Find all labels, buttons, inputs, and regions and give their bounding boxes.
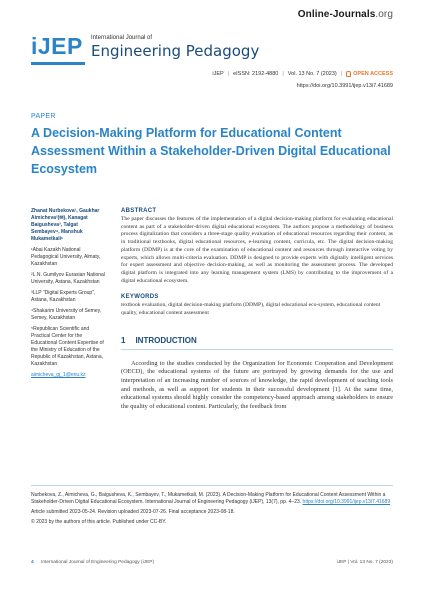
author-list: Zhanat Nurbekova¹, Gaukhar Aimicheva²(✉), Kanagat Baigusheva³, Talgat Sembayev⁴, Manshuk Mukametkali⁵: [31, 208, 100, 242]
citation-box: [31, 485, 393, 529]
citation-doi-link[interactable]: https://doi.org/10.3991/ijep.v13i7.41689: [302, 499, 391, 505]
article-doi-link[interactable]: https://doi.org/10.3991/ijep.v13i7.41689: [296, 83, 393, 89]
affiliation: ²L.N. Gumilyov Eurasian National University, Astana, Kazakhstan: [31, 272, 105, 285]
affiliation: ⁴Shakarim University of Semey, Semey, Kazakhstan: [31, 308, 102, 321]
abstract-text: The paper discusses the features of the implementation of a digital decision-making platform for evaluating educational content as part of a stakeholder-driven digital educational ecosystem. The authors propose a methodology of business process digitalization that considers a three-stage quality evaluation of educational resources regarding their content, as in traditional textbooks, digital educational resources, e-learning content, curricula, etc. The digital decision-making platform (DDMP) is at the core of the examination of educational content and resources through interactive voting by experts, which allows multi-criteria evaluation. DDMP is designed to provide experts with digitally intelligent services for expert assessment and objective decision-making, as well as monitoring the assessment process. The developed digital platform is integrated into any learning management system (LMS) by contributing to the improvement of a digital educational ecosystem.: [121, 216, 393, 284]
article-type: PAPER: [31, 113, 56, 120]
intro-paragraph: According to the studies conducted by the Organization for Economic Cooperation and Development (OECD), the educational systems of the future are portrayed by growing demands for the use and interpretation of an increasing number of sources of knowledge, the rapid development of teaching tools and methods, as well as support for students in their successful development [1]. At the same time, educational systems should highly consider the competency-based approach among stakeholders to ensure the quality of educational content. Particularly, the feedback from: [121, 359, 393, 410]
footer-journal: International Journal of Engineering Pedagogy (iJEP): [41, 560, 155, 565]
main-column: [121, 208, 393, 411]
journal-name: Engineering Pedagogy: [91, 42, 260, 60]
keywords-text: textbook evaluation, digital decision-making platform (DDMP), digital educational eco-system, educational content quality, educational content assessment: [121, 302, 381, 317]
abstract-heading: ABSTRACT: [121, 208, 157, 214]
journal-logo: iJEP: [31, 33, 83, 59]
journal-header: [31, 28, 393, 68]
open-access-label: OPEN ACCESS: [353, 71, 393, 77]
footer-issue: iJEP | Vol. 13 No. 7 (2023): [336, 560, 393, 565]
publisher-name: Online-Journals: [297, 9, 376, 20]
article-dates: Article submitted 2023-05-24. Revision uploaded 2023-07-26. Final acceptance 2023-08-18.: [31, 509, 235, 515]
journal-intl-label: International Journal of: [91, 35, 153, 41]
publisher-domain: .org: [375, 9, 393, 20]
keywords-heading: KEYWORDS: [121, 294, 159, 301]
affiliation: ³LLP "Digital Experts Group", Astana, Kazakhstan: [31, 290, 96, 303]
citation-text: Nurbekova, Z., Aimicheva, G., Baigusheva, K., Sembayev, T., Mukametkali, M. (2023). A Decision-Making Platform for Educational Content Assessment Within a Stakeholder-Driven Digital Educational Ecosystem. International Journal of Engineering Pedagogy (iJEP), 13(7), pp. 4–23.: [31, 492, 386, 505]
section-divider: [121, 349, 393, 350]
lock-open-icon: [346, 71, 351, 77]
intro-heading: [121, 336, 393, 345]
article-title: A Decision-Making Platform for Educational Content Assessment Within a Stakeholder-Driven Digital Educational Ecosystem: [31, 126, 391, 176]
page-number: 4: [31, 560, 34, 565]
section-title: INTRODUCTION: [135, 335, 197, 345]
journal-volume: Vol. 13 No. 7 (2023): [287, 71, 337, 77]
journal-code: iJEP: [212, 71, 224, 77]
section-number: 1: [121, 335, 126, 345]
copyright-note: © 2023 by the authors of this article. Published under CC-BY.: [31, 519, 167, 525]
publisher-logo[interactable]: [298, 9, 393, 20]
affiliation: ⁵Republican Scientific and Practical Center for the Educational Content Expertise of the Ministry of Education of the Republic of Kazakhstan, Astana, Kazakhstan: [31, 326, 104, 367]
open-access-badge: [346, 71, 393, 77]
journal-meta: iJEP | eISSN: 2192-4880 | Vol. 13 No. 7 (2023) | OPEN ACCESS: [212, 71, 393, 77]
page-footer: [31, 560, 393, 565]
logo-underline: [31, 62, 85, 65]
author-sidebar: [31, 208, 106, 379]
affiliation: ¹Abai Kazakh National Pedagogical University, Almaty, Kazakhstan: [31, 247, 101, 267]
corresponding-email-link[interactable]: aimicheva_gj_1@enu.kz: [31, 372, 86, 378]
journal-eissn: eISSN: 2192-4880: [233, 71, 279, 77]
